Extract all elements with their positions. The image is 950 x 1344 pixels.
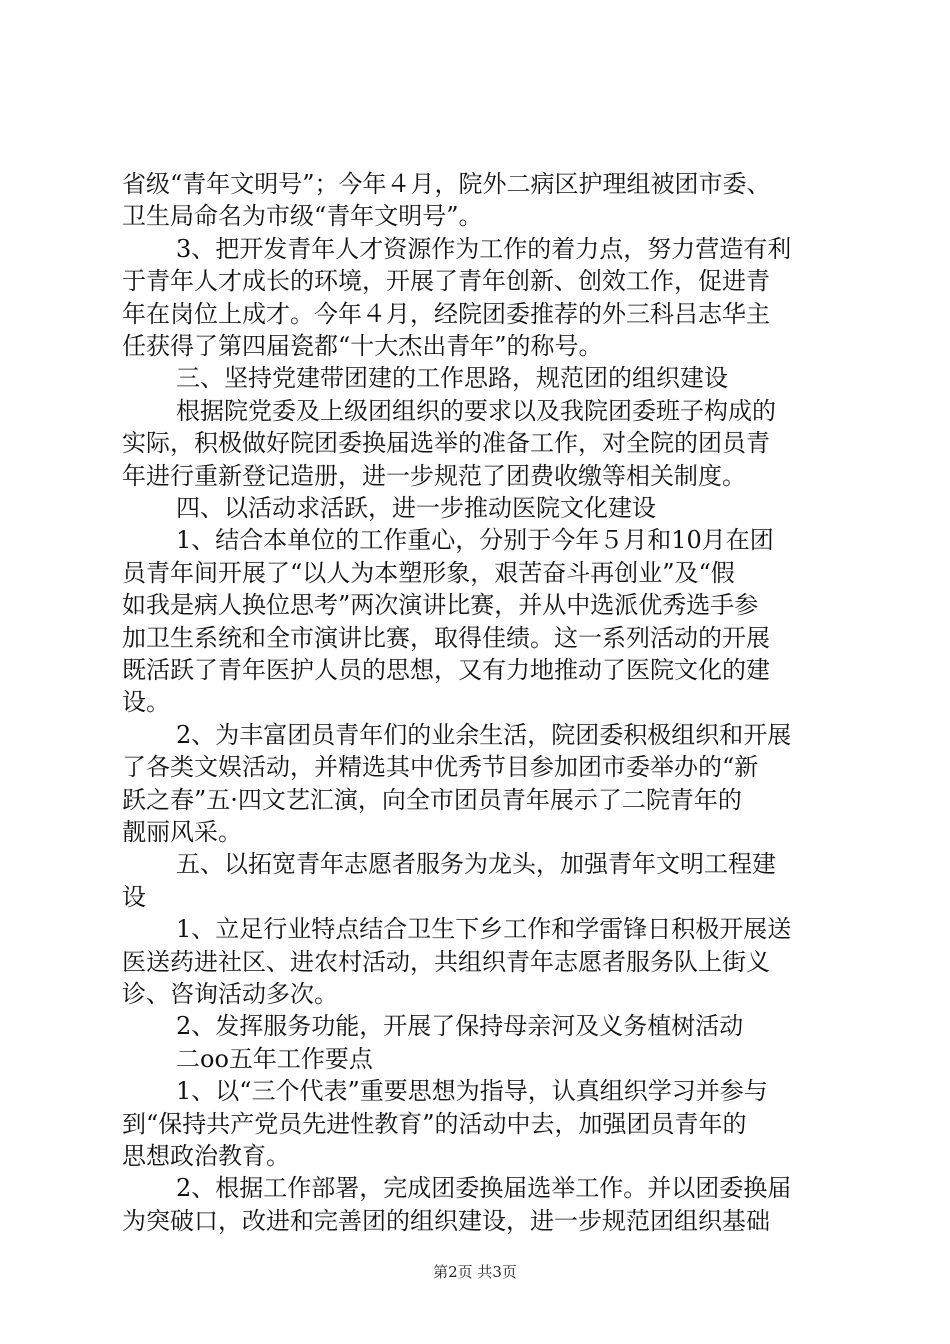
text-line-18: 2、为丰富团员青年们的业余生活，院团委积极组织和开展 [176, 720, 792, 749]
text-line-20: 跃之春”五·四文艺汇演，向全市团员青年展示了二院青年的 [122, 785, 742, 814]
text-line-7: 三、坚持党建带团建的工作思路，规范团的组织建设 [176, 364, 728, 393]
text-line-27: 2、发挥服务功能，开展了保持母亲河及义务植树活动 [176, 1012, 744, 1041]
text-line-13: 员青年间开展了“以人为本塑形象，艰苦奋斗再创业”及“假 [122, 558, 735, 587]
text-line-28: 二oo五年工作要点 [176, 1044, 373, 1073]
text-line-22: 五、以拓宽青年志愿者服务为龙头，加强青年文明工程建 [176, 850, 776, 879]
text-line-33: 为突破口，改进和完善团的组织建设，进一步规范团组织基础 [122, 1206, 770, 1235]
text-line-31: 思想政治教育。 [122, 1142, 290, 1170]
text-line-21: 靓丽风采。 [122, 818, 242, 846]
page-footer: 第2页 共3页 [433, 1263, 517, 1281]
text-line-10: 年进行重新登记造册，进一步规范了团费收缴等相关制度。 [122, 461, 746, 490]
text-line-30: 到“保持共产党员先进性教育”的活动中去，加强团员青年的 [122, 1109, 747, 1138]
text-line-4: 于青年人才成长的环境，开展了青年创新、创效工作，促进青 [122, 267, 770, 296]
text-line-16: 既活跃了青年医护人员的思想，又有力地推动了医院文化的建 [122, 656, 770, 684]
text-line-1: 省级“青年文明号”；今年４月，院外二病区护理组被团市委、 [122, 170, 771, 198]
text-line-3: 3、把开发青年人才资源作为工作的着力点，努力营造有利 [176, 234, 792, 263]
text-line-11: 四、以活动求活跃，进一步推动医院文化建设 [176, 494, 656, 522]
text-line-14: 如我是病人换位思考”两次演讲比赛，并从中选派优秀选手参 [122, 591, 759, 620]
text-line-19: 了各类文娱活动，并精选其中优秀节目参加团市委举办的“新 [122, 753, 759, 782]
text-line-2: 卫生局命名为市级“青年文明号”。 [122, 202, 483, 231]
text-line-29: 1、以“三个代表”重要思想为指导，认真组织学习并参与 [176, 1077, 768, 1106]
text-line-5: 年在岗位上成才。今年４月，经院团委推荐的外三科吕志华主 [122, 299, 770, 328]
text-line-9: 实际，积极做好院团委换届选举的准备工作，对全院的团员青 [122, 429, 770, 458]
text-line-15: 加卫生系统和全市演讲比赛，取得佳绩。这一系列活动的开展 [122, 623, 770, 652]
text-line-12: 1、结合本单位的工作重心，分别于今年５月和10月在团 [176, 526, 774, 555]
text-line-6: 任获得了第四届瓷都“十大杰出青年”的称号。 [122, 332, 603, 360]
text-line-17: 设。 [122, 688, 170, 717]
text-line-24: 1、立足行业特点结合卫生下乡工作和学雷锋日积极开展送 [176, 915, 792, 944]
text-line-32: 2、根据工作部署，完成团委换届选举工作。并以团委换届 [176, 1174, 792, 1203]
text-line-23: 设 [122, 882, 146, 911]
text-line-25: 医送药进社区、进农村活动，共组织青年志愿者服务队上街义 [122, 947, 770, 976]
text-line-8: 根据院党委及上级团组织的要求以及我院团委班子构成的 [176, 396, 776, 425]
text-line-26: 诊、咨询活动多次。 [122, 980, 338, 1008]
